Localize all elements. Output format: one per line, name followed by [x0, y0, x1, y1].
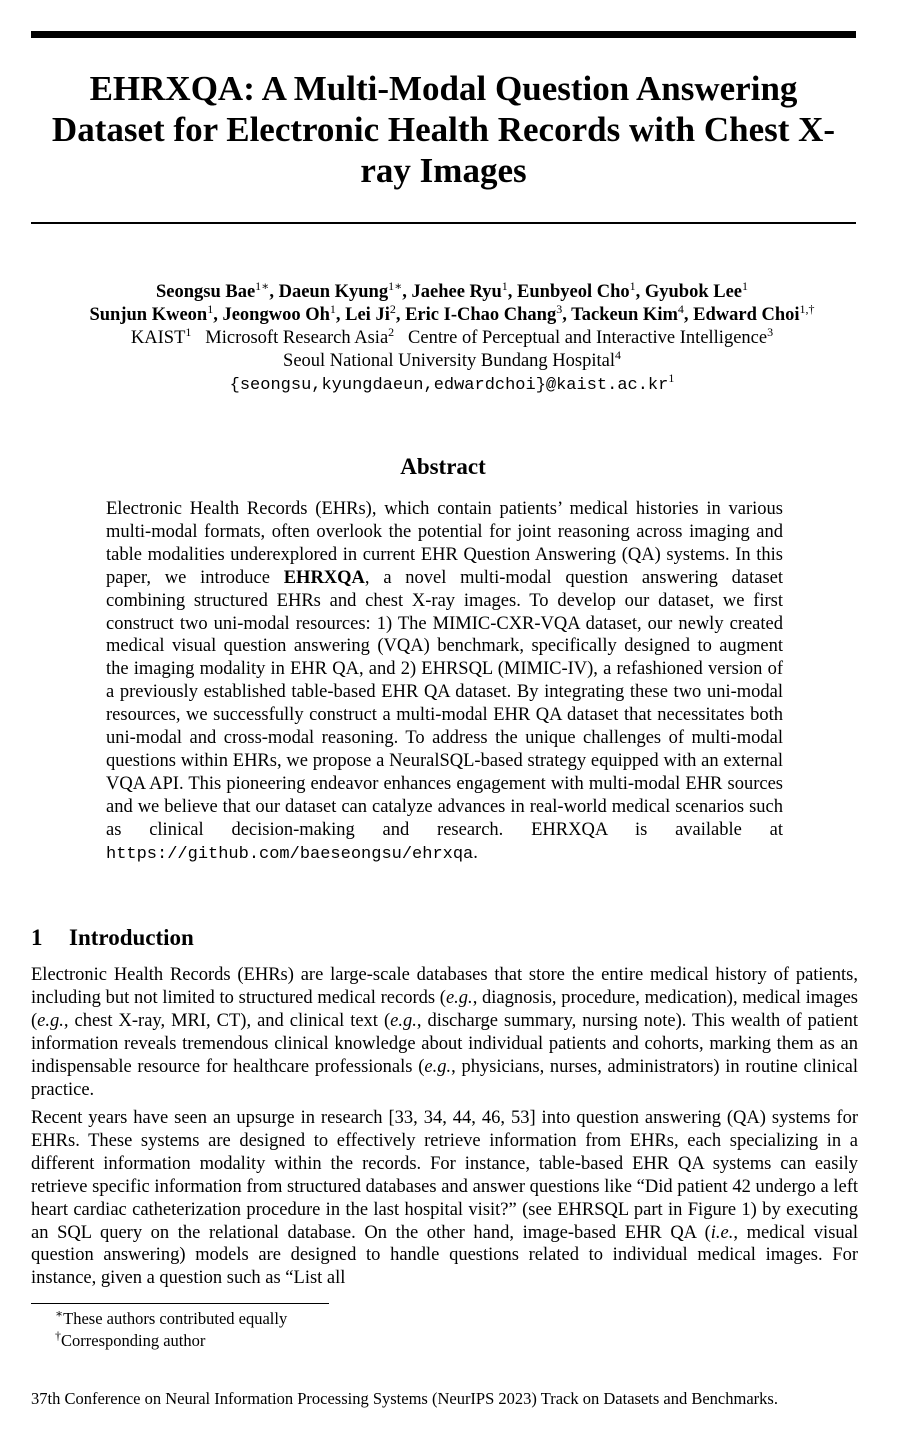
footnote-mark: ∗ [55, 1306, 64, 1321]
author-name: Eric I-Chao Chang [405, 305, 557, 325]
abstract-text [106, 498, 783, 867]
top-rule [31, 31, 856, 38]
author-affiliation-mark: 1∗ [388, 278, 403, 293]
latin-abbreviation: e.g. [390, 1010, 417, 1031]
affiliations-line-1 [20, 324, 884, 350]
separator: , [395, 305, 406, 325]
author-name: Eunbyeol Cho [517, 282, 630, 302]
title-bottom-rule [31, 222, 856, 224]
author-affiliation-mark: 2 [389, 301, 396, 316]
email-line [20, 370, 884, 397]
footnote-mark: † [55, 1328, 61, 1343]
author-affiliation-mark: 1 [742, 278, 749, 293]
author-affiliation-mark: 4 [677, 301, 684, 316]
author-name: Centre of Perceptual and Interactive Intelligence [408, 328, 768, 348]
abstract-heading: Abstract [400, 454, 486, 479]
paragraph-text: Electronic Health Records (EHRs) are large-scale databases that store the entire medical history of patients, including but not limited to structured medical records ( [31, 965, 858, 1008]
abstract-part-2: , a novel multi-modal question answering dataset combining structured EHRs and chest X-ray images. To develop our dataset, we first construct two uni-modal resources: 1) The MIMIC-CXR-VQA dataset, our newly created medical visual question answering (VQA) benchmark, specifically designed to augment the imaging modality in EHR QA, and 2) EHRSQL (MIMIC-IV), a refashioned version of a previously established table-based EHR QA dataset. By integrating these two uni-modal resources, we successfully construct a multi-modal EHR QA dataset that necessitates both uni-modal and cross-modal reasoning. To address the unique challenges of multi-modal questions within EHRs, we propose a NeuralSQL-based strategy equipped with an external VQA API. This pioneering endeavor enhances engagement with multi-modal EHR sources and we believe that our dataset can catalyze advances in real-world medical scenarios such as clinical decision-making and research. EHRXQA is available at [106, 567, 784, 840]
author-affiliation-mark: 1 [207, 301, 214, 316]
paragraph-text: , chest X-ray, MRI, CT), and clinical text ( [63, 1010, 391, 1031]
author-name: Daeun Kyung [278, 282, 389, 302]
footnote-equal-contribution [55, 1306, 288, 1329]
separator: , [269, 282, 279, 302]
separator: , [683, 305, 694, 325]
latin-abbreviation: i.e. [710, 1222, 734, 1243]
github-link[interactable]: https://github.com/baeseongsu/ehrxqa [106, 844, 474, 864]
author-affiliation-mark: 1 [501, 278, 508, 293]
separator: , [213, 305, 223, 325]
author-name: KAIST [130, 328, 186, 348]
section-heading-introduction [31, 924, 194, 952]
footnote-text: Corresponding author [61, 1331, 206, 1350]
separator: , [635, 282, 645, 302]
author-affiliation-mark: 1 [629, 278, 636, 293]
affiliation-snubh: Seoul National University Bundang Hospital [283, 351, 615, 371]
affiliation-sup: 4 [614, 347, 621, 362]
paragraph-text: , medical visual question answering) models are designed to handle questions related to individual medical images. For instance, given a question such as “List all [31, 1222, 858, 1289]
footnote-corresponding-author [55, 1328, 206, 1351]
author-affiliation-mark: 2 [388, 324, 395, 339]
email-sup: 1 [668, 370, 675, 385]
author-email[interactable]: {seongsu,kyungdaeun,edwardchoi}@kaist.ac.kr [229, 376, 669, 395]
author-affiliation-mark: 3 [767, 324, 774, 339]
author-affiliation-mark: 1∗ [255, 278, 270, 293]
section-number: 1 [31, 925, 43, 950]
separator: , [562, 305, 572, 325]
venue-note: 37th Conference on Neural Information Processing Systems (NeurIPS 2023) Track on Datasets and Benchmarks. [31, 1389, 778, 1408]
author-block [20, 278, 884, 397]
author-name: Jeongwoo Oh [222, 305, 330, 325]
author-line-1 [20, 278, 884, 304]
paragraph-text: , diagnosis, procedure, medication), medical images ( [31, 987, 859, 1031]
paragraph-text: , discharge summary, nursing note). This wealth of patient information reveals tremendous clinical knowledge about individual patients and cohorts, marking them as an indispensable resource for healthcare professionals ( [31, 1010, 858, 1077]
latin-abbreviation: e.g. [445, 987, 473, 1008]
author-affiliation-mark: 1 [329, 301, 336, 316]
intro-paragraph-1 [31, 964, 858, 1101]
abstract-end: . [473, 842, 478, 863]
abstract-part-1: Electronic Health Records (EHRs), which contain patients’ medical histories in various multi-modal formats, often overlook the potential for joint reasoning across imaging and table modalities underexplored in current EHR Question Answering (QA) systems. In this paper, we introduce [106, 499, 783, 588]
author-affiliation-mark: 1 [185, 324, 192, 339]
paragraph-text: Recent years have seen an upsurge in research [33, 34, 44, 46, 53] into question answering (QA) systems for EHRs. These systems are designed to effectively retrieve information from EHRs, each specializing in a different information modality within the records. For instance, table-based EHR QA systems can easily retrieve specific information from structured databases and answer questions like “Did patient 42 undergo a left heart cardiac catheterization procedure in the last hospital visit?” (see EHRSQL part in Figure 1) by executing an SQL query on the relational database. On the other hand, image-based EHR QA ( [31, 1108, 858, 1243]
latin-abbreviation: e.g. [37, 1010, 64, 1031]
footnote-rule [31, 1303, 329, 1304]
author-name: Microsoft Research Asia [205, 328, 389, 348]
author-line-2 [20, 301, 884, 327]
author-name: Sunjun Kweon [89, 305, 208, 325]
author-name: Lei Ji [345, 305, 390, 325]
footnote-text: These authors contributed equally [63, 1309, 288, 1328]
intro-paragraph-2 [31, 1107, 858, 1290]
author-name: Gyubok Lee [644, 282, 743, 302]
author-affiliation-mark: 3 [556, 301, 563, 316]
separator: , [335, 305, 346, 325]
affiliations-line-2 [20, 347, 884, 373]
section-title: Introduction [69, 925, 194, 950]
separator: , [507, 282, 518, 302]
author-name: Seongsu Bae [155, 282, 256, 302]
author-name: Jaehee Ryu [411, 282, 502, 302]
latin-abbreviation: e.g. [424, 1056, 452, 1077]
separator: , [402, 282, 412, 302]
author-name: Tackeun Kim [571, 305, 678, 325]
author-affiliation-mark: 1,† [799, 301, 815, 316]
paper-title: EHRXQA: A Multi-Modal Question Answering Dataset for Electronic Health Records with Chest X-ray Images [51, 69, 836, 190]
author-name: Edward Choi [693, 305, 800, 325]
paragraph-text: , physicians, nurses, administrators) in routine clinical practice. [31, 1056, 858, 1100]
abstract-dataset-name: EHRXQA [283, 567, 365, 588]
